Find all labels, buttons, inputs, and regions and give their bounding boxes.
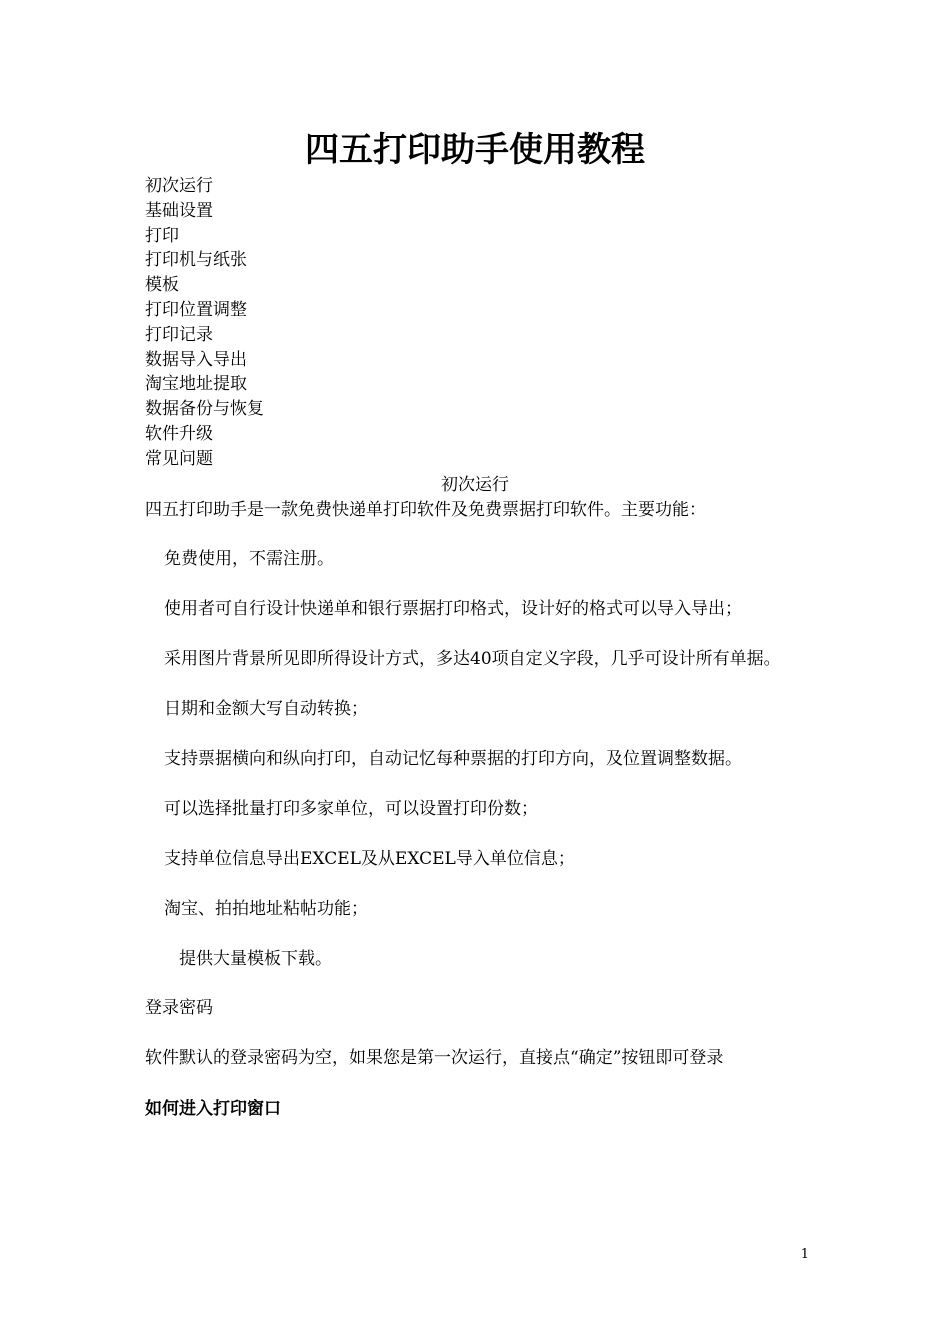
toc-item: 数据备份与恢复: [145, 399, 264, 420]
intro-paragraph: 四五打印助手是一款免费快递单打印软件及免费票据打印软件。主要功能：: [145, 500, 706, 520]
feature-item: 支持票据横向和纵向打印，自动记忆每种票据的打印方向，及位置调整数据。: [164, 749, 742, 769]
feature-item: 日期和金额大写自动转换；: [164, 699, 368, 719]
toc-item: 初次运行: [145, 176, 213, 196]
toc-item: 基础设置: [145, 200, 213, 221]
toc-item: 打印位置调整: [145, 299, 247, 320]
feature-item: 采用图片背景所见即所得设计方式，多达40项自定义字段，几乎可设计所有单据。: [164, 649, 781, 669]
feature-item: 免费使用，不需注册。: [164, 549, 334, 569]
section-heading: 初次运行: [441, 475, 509, 495]
feature-item: 可以选择批量打印多家单位，可以设置打印份数；: [164, 799, 538, 819]
feature-item: 支持单位信息导出EXCEL及从EXCEL导入单位信息；: [164, 849, 575, 869]
login-heading: 登录密码: [145, 998, 213, 1018]
feature-item: 淘宝、拍拍地址粘帖功能；: [164, 899, 368, 919]
feature-item: 提供大量模板下载。: [179, 949, 332, 969]
toc-item: 模板: [145, 275, 179, 296]
toc-item: 打印机与纸张: [145, 250, 247, 271]
toc-item: 淘宝地址提取: [145, 374, 247, 395]
document-title: 四五打印助手使用教程: [305, 130, 645, 170]
feature-item: 使用者可自行设计快递单和银行票据打印格式，设计好的格式可以导入导出；: [164, 599, 742, 619]
feature-list: [145, 547, 810, 971]
toc-item: 数据导入导出: [145, 349, 247, 370]
toc-item: 软件升级: [145, 423, 213, 444]
login-paragraph: 软件默认的登录密码为空，如果您是第一次运行，直接点“确定”按钮即可登录: [145, 1048, 724, 1068]
print-window-heading: 如何进入打印窗口: [145, 1099, 281, 1119]
toc-item: 打印记录: [145, 324, 213, 345]
page-number: 1: [800, 1247, 809, 1262]
toc-item: 打印: [145, 225, 179, 246]
table-of-contents: [145, 174, 264, 472]
toc-item: 常见问题: [145, 448, 213, 469]
